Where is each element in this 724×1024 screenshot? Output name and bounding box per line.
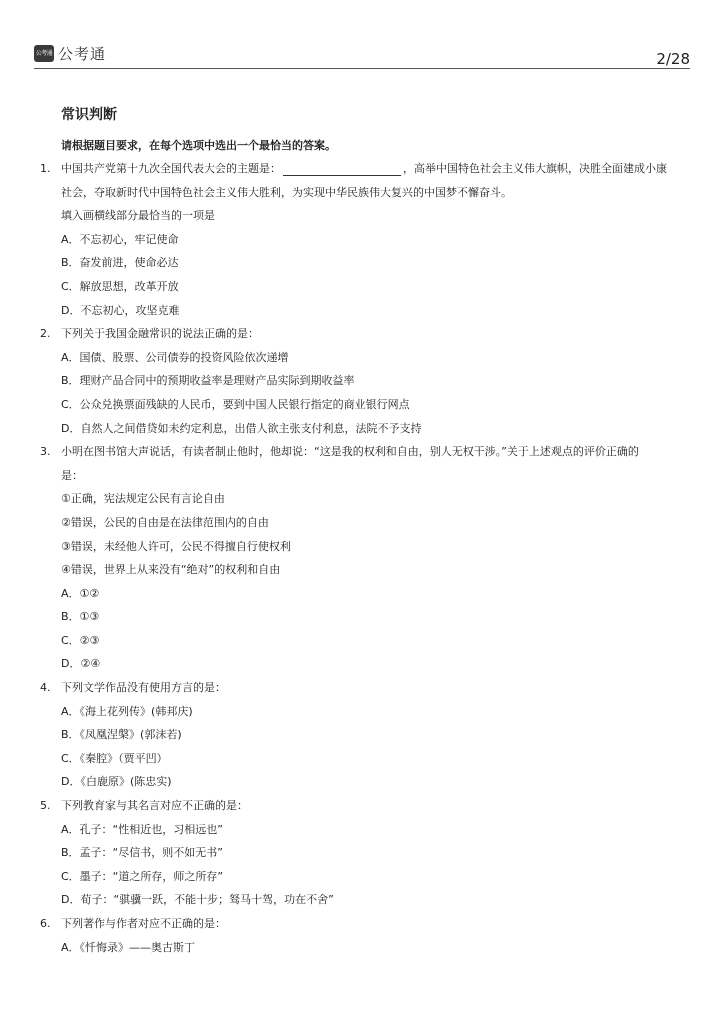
question-number: 6. [40, 917, 51, 930]
page-header [34, 40, 690, 68]
option-d[interactable]: D．荀子：“骐骥一跃，不能十步；驽马十驾，功在不舍” [61, 893, 334, 907]
logo-text: 公考通 [58, 45, 107, 63]
question-number: 4. [40, 681, 51, 695]
section-title: 常识判断 [61, 107, 117, 123]
stem-part: ，高举中国特色社会主义伟大旗帜，决胜全面建成小康 [403, 162, 667, 175]
option-c[interactable]: C．《秦腔》（贾平凹） [61, 751, 168, 765]
option-b[interactable]: B．奋发前进，使命必达 [61, 256, 179, 270]
option-a[interactable]: A．不忘初心，牢记使命 [61, 232, 179, 246]
option-c[interactable]: C．墨子：“道之所存，师之所存” [61, 869, 224, 883]
fill-blank-line [283, 163, 401, 176]
question-number: 2. [40, 327, 51, 341]
question-number: 5. [40, 799, 51, 813]
question-stem: 下列著作与作者对应不正确的是： [61, 917, 226, 930]
question-stem: 下列教育家与其名言对应不正确的是： [61, 799, 248, 813]
option-a[interactable]: A．孔子：“性相近也，习相远也” [61, 822, 223, 836]
question-stem [61, 157, 667, 181]
question-4 [40, 676, 690, 794]
option-a[interactable]: A．①② [61, 586, 100, 600]
question-5 [40, 794, 690, 912]
question-6 [40, 912, 690, 959]
option-c[interactable]: C．②③ [61, 633, 100, 647]
logo-badge: 公考通 [34, 45, 54, 62]
option-b[interactable]: B．孟子：“尽信书，则不如无书” [61, 846, 223, 860]
question-stem: 下列关于我国金融常识的说法正确的是： [61, 327, 259, 341]
option-a[interactable]: A．国债、股票、公司债券的投资风险依次递增 [61, 350, 289, 364]
page-number: 2/28 [656, 50, 690, 68]
question-stem: 小明在图书馆大声说话，有读者制止他时，他却说：“这是我的权利和自由，别人无权干涉。”关于上述观点的评价正确的 [61, 445, 639, 459]
option-b[interactable]: B．①③ [61, 610, 100, 624]
logo [34, 43, 106, 64]
section-instruction: 请根据题目要求，在每个选项中选出一个最恰当的答案。 [61, 139, 336, 152]
option-a[interactable]: A．《海上花列传》(韩邦庆) [61, 704, 193, 718]
question-number: 1. [40, 162, 51, 175]
question-3 [40, 440, 690, 676]
document-body [40, 103, 690, 959]
statement-1: ①正确，宪法规定公民有言论自由 [61, 492, 225, 506]
question-stem-line: 填入画横线部分最恰当的一项是 [61, 209, 215, 223]
option-d[interactable]: D．②④ [61, 657, 101, 671]
statement-3: ③错误，未经他人许可，公民不得擅自行使权利 [61, 539, 291, 553]
question-stem-line: 社会，夺取新时代中国特色社会主义伟大胜利，为实现中华民族伟大复兴的中国梦不懈奋斗。 [61, 185, 512, 199]
statement-2: ②错误，公民的自由是在法律范围内的自由 [61, 515, 269, 529]
option-d[interactable]: D．《白鹿原》(陈忠实) [61, 775, 172, 789]
question-stem: 下列文学作品没有使用方言的是： [61, 681, 226, 695]
option-c[interactable]: C．公众兑换票面残缺的人民币，要到中国人民银行指定的商业银行网点 [61, 397, 410, 411]
option-d[interactable]: D．不忘初心，攻坚克难 [61, 303, 180, 317]
option-a[interactable]: A．《忏悔录》——奥古斯丁 [61, 940, 196, 954]
statement-4: ④错误，世界上从来没有“绝对”的权利和自由 [61, 563, 281, 577]
option-b[interactable]: B．《凤凰涅槃》(郭沫若) [61, 728, 182, 742]
stem-part: 中国共产党第十九次全国代表大会的主题是： [61, 162, 281, 175]
question-2 [40, 322, 690, 440]
option-d[interactable]: D．自然人之间借贷如未约定利息，出借人欲主张支付利息，法院不予支持 [61, 421, 422, 435]
option-b[interactable]: B．理财产品合同中的预期收益率是理财产品实际到期收益率 [61, 374, 355, 388]
option-c[interactable]: C．解放思想，改革开放 [61, 279, 179, 293]
header-divider [34, 68, 690, 69]
question-stem-line: 是： [61, 468, 83, 482]
question-1 [40, 157, 690, 322]
question-number: 3. [40, 445, 51, 459]
